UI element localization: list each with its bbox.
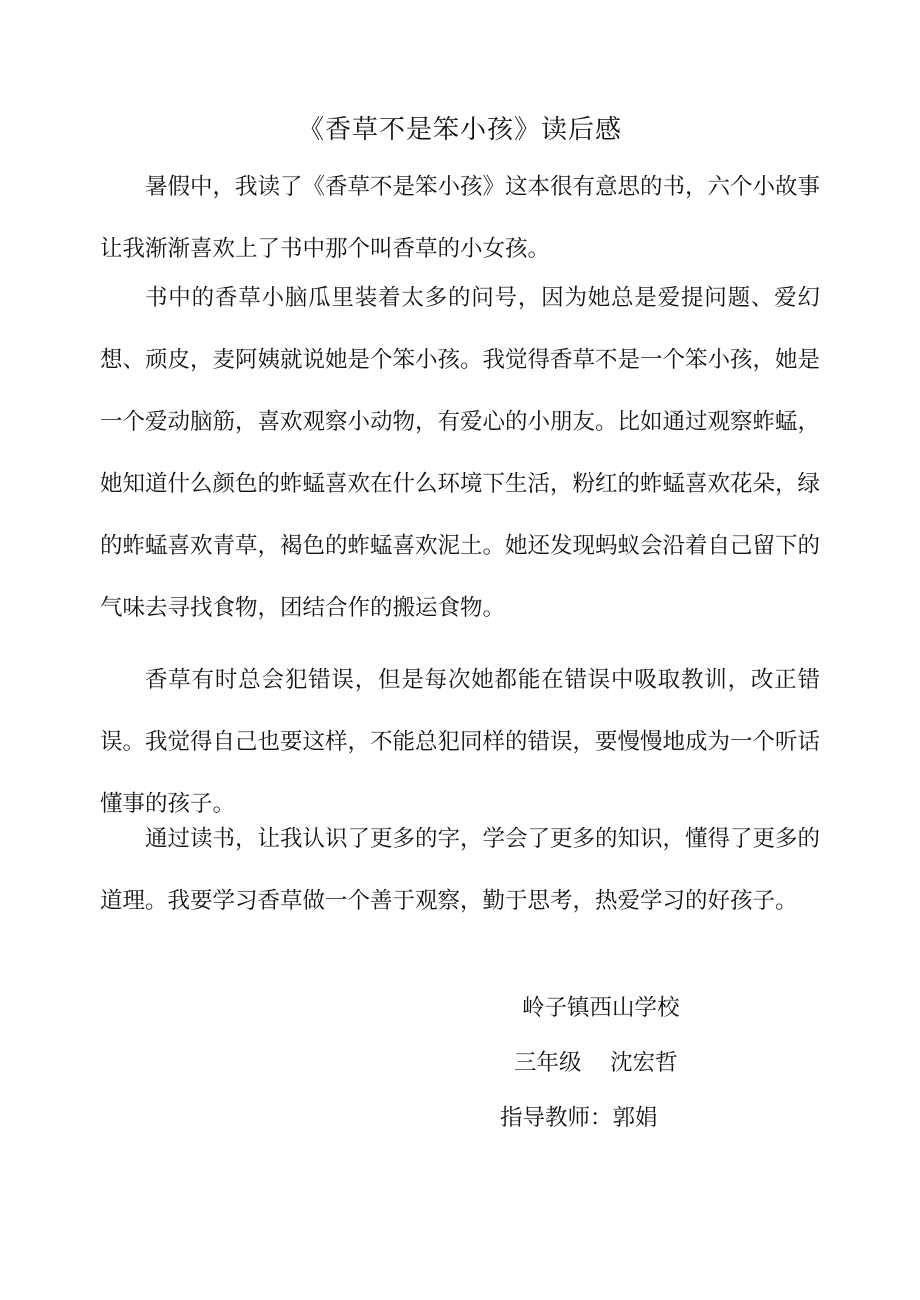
paragraph-character: 书中的香草小脑瓜里装着太多的问号，因为她总是爱提问题、爱幻想、顽皮，麦阿姨就说她是个笨小孩。我觉得香草不是一个笨小孩，她是一个爱动脑筋，喜欢观察小动物，有爱心的小朋友。比如通过观察蚱蜢，她知道什么颜色的蚱蜢喜欢在什么环境下生活，粉红的蚱蜢喜欢花朵，绿的蚱蜢喜欢青草，褐色的蚱蜢喜欢泥土。她还发现蚂蚁会沿着自己留下的气味去寻找食物，团结合作的搬运食物。	[100, 285, 821, 621]
paragraph-mistakes: 香草有时总会犯错误，但是每次她都能在错误中吸取教训，改正错误。我觉得自己也要这样，不能总犯同样的错误，要慢慢地成为一个听话懂事的孩子。	[100, 667, 821, 817]
signature-school: 岭子镇西山学校	[522, 995, 680, 1021]
signature-author: 三年级 沈宏哲	[514, 1050, 678, 1076]
essay-title: 《香草不是笨小孩》读后感	[297, 115, 622, 145]
signature-teacher: 指导教师：郭娟	[500, 1105, 658, 1131]
paragraph-conclusion: 通过读书，让我认识了更多的字，学会了更多的知识，懂得了更多的道理。我要学习香草做一个善于观察，勤于思考，热爱学习的好孩子。	[100, 826, 821, 914]
paragraph-intro: 暑假中，我读了《香草不是笨小孩》这本很有意思的书，六个小故事让我渐渐喜欢上了书中那个叫香草的小女孩。	[100, 174, 821, 262]
